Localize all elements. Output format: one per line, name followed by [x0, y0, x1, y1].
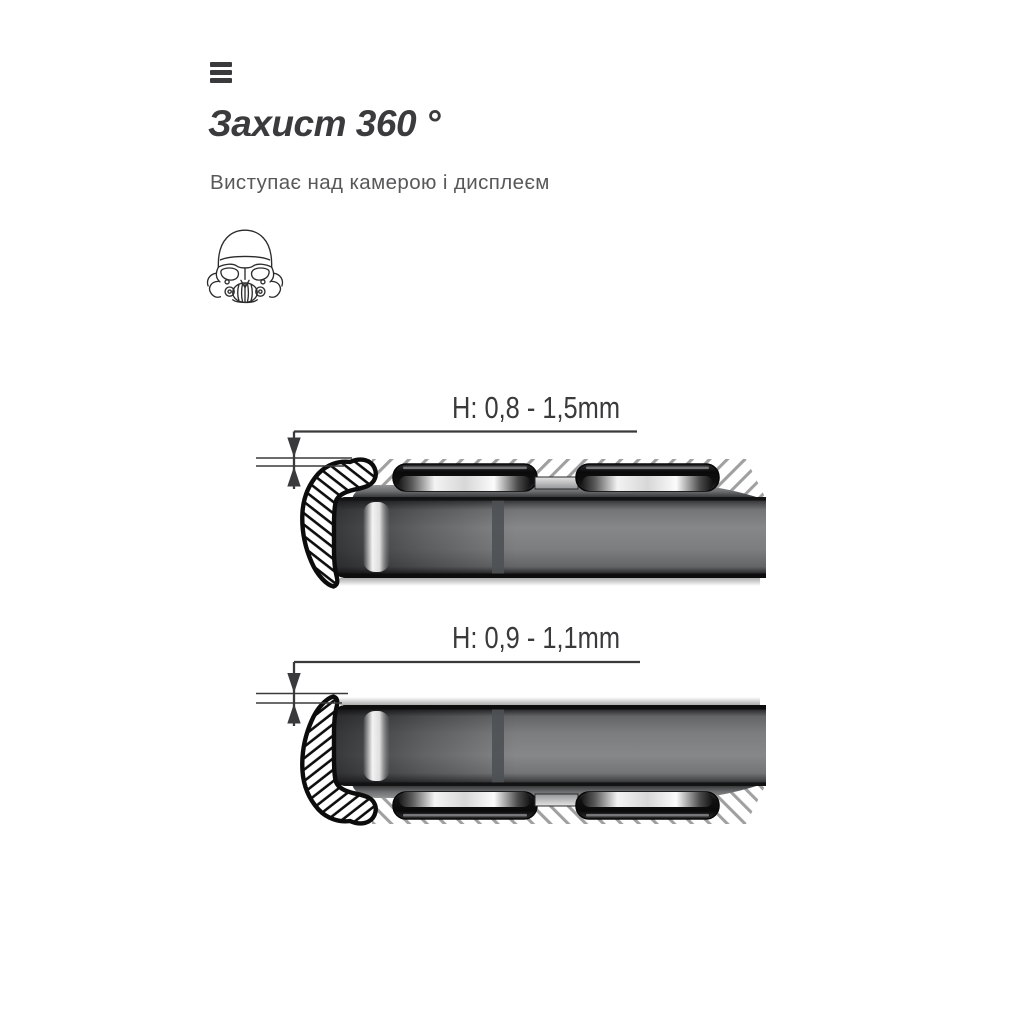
dimension-label-camera: H: 0,8 - 1,5mm	[452, 390, 620, 425]
diagram-display-side	[256, 620, 766, 824]
dimension-label-display: H: 0,9 - 1,1mm	[452, 620, 620, 655]
page-subtitle: Виступає над камерою і дисплеєм	[210, 171, 550, 194]
diagram-camera-side	[256, 390, 766, 587]
arrow-up-icon	[287, 467, 300, 487]
arrow-up-icon	[287, 704, 300, 724]
page-title: Захист 360 °	[208, 103, 441, 144]
arrow-down-icon	[287, 438, 300, 458]
arrow-down-icon	[287, 673, 300, 693]
